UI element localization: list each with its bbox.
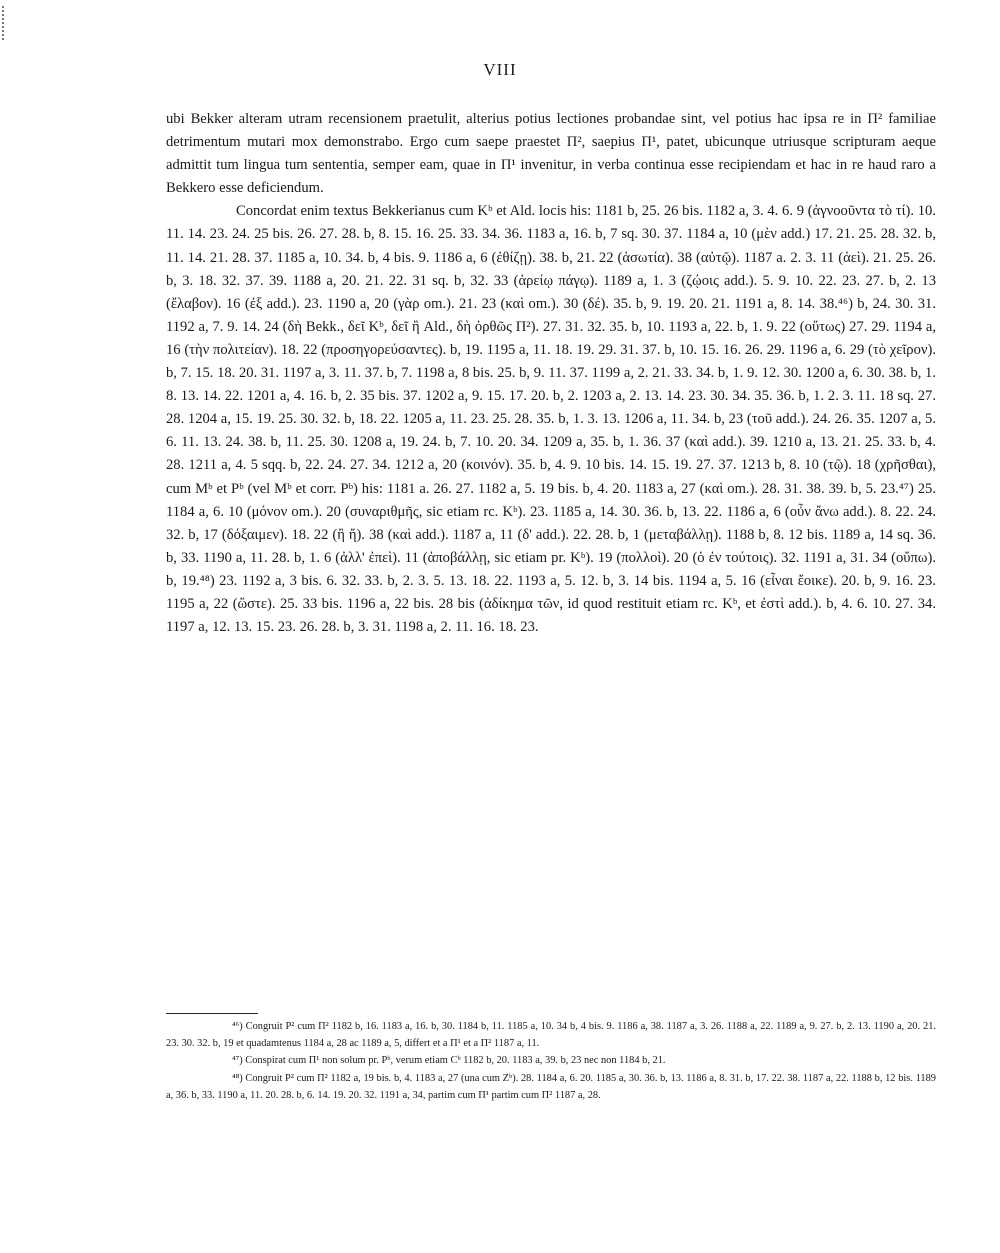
footnote-48: ⁴⁸) Congruit P² cum Π² 1182 a, 19 bis. b, 4. 1183 a, 27 (una cum Zᵇ). 28. 1184 a, 6. 20. 1185 a, 30. 36. b, 13. 1186 a, 8. 31. b, 17. 22. 38. 1187 a, 22. 1188 b, 12 bis. 1189 a, 36. b, 33. 1190 a, 11. 20. 28. b, 6. 14. 19. 20. 32. 1191 a, 34, partim cum Π¹ partim cum Π² 1187 a, 28.	[166, 1072, 936, 1101]
footnote-46: ⁴⁶) Congruit P² cum Π² 1182 b, 16. 1183 a, 16. b, 30. 1184 b, 11. 1185 a, 10. 34 b, 4 bis. 9. 1186 a, 38. 1187 a, 3. 26. 1188 a, 22. 1189 a, 9. 27. b, 2. 13. 1190 a, 20. 21. 23. 30. 32. b, 19 et quadamtenus 1184 a, 28 ac 1189 a, 5, differt et a Π¹ et a Π² 1187 a, 11.	[166, 1021, 936, 1050]
footnotes	[166, 1018, 936, 1104]
footnote-rule	[166, 1013, 258, 1014]
scan-edge-mark	[2, 6, 6, 40]
paragraph-2: Concordat enim textus Bekkerianus cum Kᵇ et Ald. locis his: 1181 b, 25. 26 bis. 1182 a, 3. 4. 6. 9 (ἀγνοοῦντα τὸ τί). 10. 11. 14. 23. 24. 25 bis. 26. 27. 28. b, 8. 15. 16. 25. 33. 34. 36. 1183 a, 16. b, 7 sq. 30. 37. 1184 a, 10 (μὲν add.) 17. 21. 25. 28. 32. b, 11. 14. 21. 28. 37. 1185 a, 10. 34. b, 4 bis. 9. 1186 a, 6 (ἐθίζῃ). 38. b, 21. 22 (ἀσωτία). 38 (αὐτῷ). 1187 a. 2. 3. 11 (ἀεὶ). 21. 25. 26. b, 3. 18. 32. 37. 39. 1188 a, 20. 21. 22. 31 sq. b, 32. 33 (ἀρείῳ πάγῳ). 1189 a, 1. 3 (ζῴοις add.). 5. 9. 10. 22. 23. 27. b, 2. 13 (ἔλαβον). 16 (ἐξ add.). 23. 1190 a, 20 (γὰρ om.). 21. 23 (καὶ om.). 30 (δέ). 35. b, 9. 19. 20. 21. 1191 a, 8. 14. 38.⁴⁶) b, 24. 30. 31. 1192 a, 7. 9. 14. 24 (δὴ Bekk., δεῖ Kᵇ, δεῖ ἢ Ald., δὴ ὀρθῶς Π²). 27. 31. 32. 35. b, 10. 1193 a, 22. b, 1. 9. 22 (οὕτως) 27. 29. 1194 a, 16 (τὴν πολιτείαν). 18. 22 (προσηγορεύσαντες). b, 19. 1195 a, 11. 18. 19. 29. 31. 37. b, 10. 15. 16. 26. 29. 1196 a, 6. 29 (τὸ χεῖρον). b, 7. 15. 18. 20. 31. 1197 a, 3. 11. 37. b, 7. 1198 a, 8 bis. 25. b, 9. 11. 37. 1199 a, 2. 21. 33. 34. b, 1. 9. 12. 30. 1200 a, 6. 30. 38. b, 1. 8. 13. 14. 22. 1201 a, 4. 16. b, 2. 35 bis. 37. 1202 a, 9. 15. 17. 20. b, 2. 1203 a, 2. 13. 14. 23. 30. 34. 35. 36. b, 1. 2. 3. 11. 18 sq. 27. 28. 1204 a, 15. 19. 25. 30. 32. b, 18. 22. 1205 a, 11. 23. 25. 28. 35. b, 1. 3. 13. 1206 a, 11. 34. b, 23 (τοῦ add.). 24. 26. 35. 1207 a, 5. 6. 11. 13. 24. 38. b, 11. 25. 30. 1208 a, 19. 24. b, 7. 10. 20. 34. 1209 a, 35. b, 1. 36. 37 (καὶ add.). 39. 1210 a, 13. 21. 25. 33. b, 4. 28. 1211 a, 4. 5 sqq. b, 22. 24. 27. 34. 1212 a, 20 (κοινόν). 35. b, 4. 9. 10 bis. 14. 15. 19. 27. 37. 1213 b, 8. 10 (τῷ). 18 (χρῆσθαι), cum Mᵇ et Pᵇ (vel Mᵇ et corr. Pᵇ) his: 1181 a. 26. 27. 1182 a, 5. 19 bis. b, 4. 20. 1183 a, 27 (καὶ om.). 28. 31. 38. 39. b, 5. 23.⁴⁷) 25. 1184 a, 6. 10 (μόνον om.). 20 (συναριθμῆς, sic etiam rc. Kᵇ). 23. 1185 a, 14. 30. 36. b, 13. 22. 1186 a, 6 (οὖν ἄνω add.). 8. 22. 24. 32. b, 17 (δόξαιμεν). 18. 22 (ἢ ἤ). 38 (καὶ add.). 1187 a, 11 (δ' add.). 22. 28. b, 1 (μεταβάλλῃ). 1188 b, 8. 12 bis. 1189 a, 14 sq. 36. b, 33. 1190 a, 11. 28. b, 1. 6 (ἀλλ' ἐπεὶ). 11 (ἀποβάλλῃ, sic etiam pr. Kᵇ). 19 (πολλοὶ). 20 (ὁ ἐν τούτοις). 32. 1191 a, 31. 34 (οὔπω). b, 19.⁴⁸) 23. 1192 a, 3 bis. 6. 32. 33. b, 2. 3. 5. 13. 18. 22. 1193 a, 5. 12. b, 3. 14 bis. 1194 a, 5. 16 (εἶναι ἔοικε). 20. b, 9. 16. 23. 1195 a, 22 (ὥστε). 25. 33 bis. 1196 a, 22 bis. 28 bis (ἀδίκημα τῶν, id quod restituit etiam rc. Kᵇ, et ἐστὶ add.). b, 4. 6. 10. 27. 34. 1197 a, 12. 13. 15. 23. 26. 28. b, 3. 31. 1198 a, 2. 11. 16. 18. 23.	[166, 203, 936, 636]
paragraph-1: ubi Bekker alteram utram recensionem praetulit, alterius potius lectiones probandae sint, vel potius hac ipsa re in Π² familiae detrimentum mutari mox demonstrabo. Ergo cum saepe praestet Π², saepius Π¹, patet, ubicunque utriusque scripturam aeque admittit tum lingua tum sententia, semper eam, quae in Π¹ invenitur, in verba continua esse recipiendam et hac in re haud raro a Bekkero esse deficiendum.	[166, 111, 936, 197]
page-number: VIII	[483, 60, 517, 79]
footnote-47: ⁴⁷) Conspirat cum Π¹ non solum pr. Pᵇ, verum etiam Cᵇ 1182 b, 20. 1183 a, 39. b, 23 nec non 1184 b, 21.	[232, 1055, 666, 1067]
main-text	[166, 108, 936, 639]
